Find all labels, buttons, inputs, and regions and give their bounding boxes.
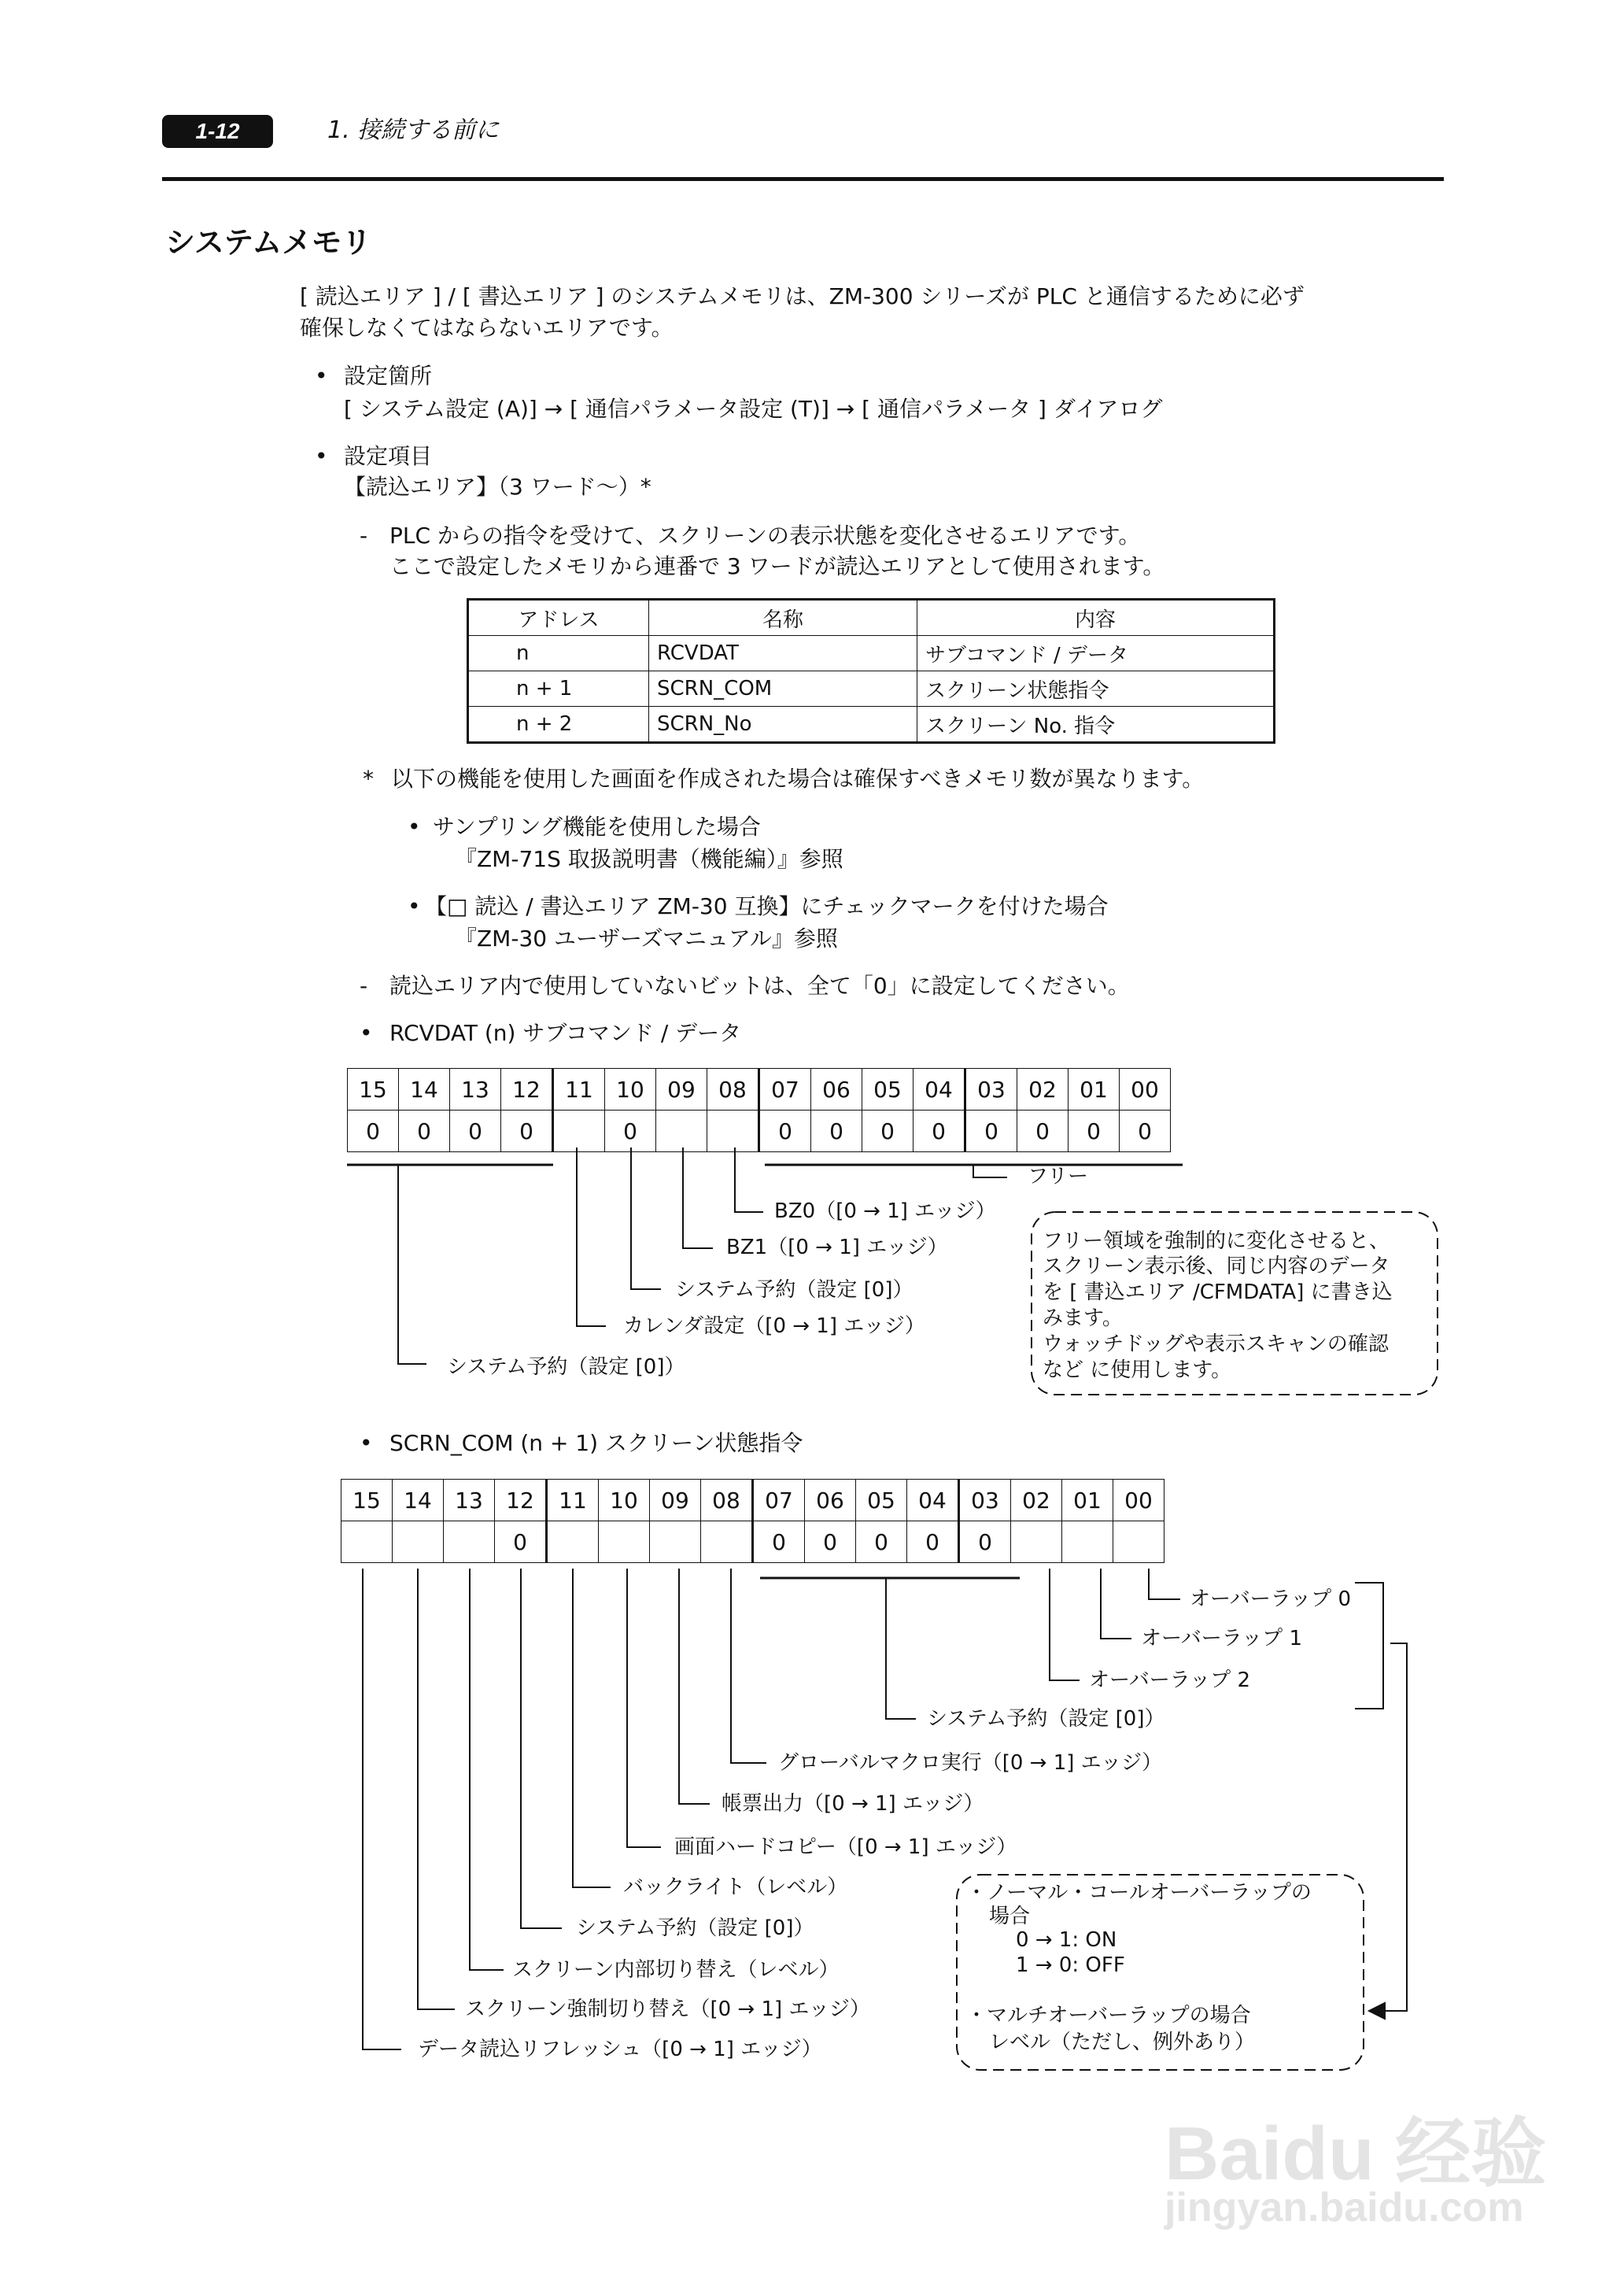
intro-line-1: [ 読込エリア ] / [ 書込エリア ] のシステムメモリは、ZM-300 シリーズが PLC と通信するために必ず [300,283,1305,309]
label-refresh: データ読込リフレッシュ（[0 → 1] エッジ） [418,2038,822,2061]
bit-value-cell: 0 [495,1521,547,1563]
bit-number-cell: 14 [399,1069,450,1111]
rcvdat-leaders [347,1148,1438,1395]
footnote-item-1-title: サンプリング機能を使用した場合 [433,814,761,840]
bit-value-cell: 0 [759,1111,811,1152]
bit-number-cell: 08 [707,1069,759,1111]
bit-value-cell: 0 [1017,1111,1069,1152]
arrow-left-icon [1369,2003,1385,2019]
bit-number-cell: 10 [599,1480,650,1521]
bullet-icon: • [315,443,328,469]
note-line: フリー領域を強制的に変化させると、 [1043,1229,1390,1253]
bit-value-cell: 0 [862,1111,914,1152]
label-report: 帳票出力（[0 → 1] エッジ） [722,1792,984,1816]
bit-number-cell: 14 [393,1480,444,1521]
bit-number-cell: 03 [959,1480,1011,1521]
note-line: など に使用します。 [1043,1358,1232,1382]
intro-line-2: 確保しなくてはならないエリアです。 [300,315,674,341]
chapter-title: 1. 接続する前に [327,116,500,144]
note-line: レベル（ただし、例外あり） [989,2031,1256,2054]
label-global-macro: グローバルマクロ実行（[0 → 1] エッジ） [778,1751,1163,1775]
bit-value-cell: 0 [914,1111,965,1152]
label-bz1: BZ1（[0 → 1] エッジ） [726,1236,948,1259]
cell: スクリーン状態指令 [917,671,1275,707]
note-line: 場合 [989,1905,1031,1928]
label-overlap-2: オーバーラップ 2 [1089,1669,1250,1692]
watermark-url: jingyan.baidu.com [1164,2185,1524,2230]
bit-value-cell: 0 [399,1111,450,1152]
note-line: スクリーン表示後、同じ内容のデータ [1043,1255,1390,1278]
label-reserved-10: システム予約（設定 [0]） [675,1278,914,1302]
bit-number-cell: 15 [348,1069,399,1111]
read-area-title: 【読込エリア】（3 ワード～）* [344,474,651,500]
label-free: フリー [1028,1165,1088,1188]
label-reserved-12: システム予約（設定 [0]） [576,1916,814,1940]
bit-value-cell: 0 [907,1521,959,1563]
bit-number-cell: 13 [450,1069,501,1111]
bit-number-cell: 11 [553,1069,605,1111]
scrn-com-title: SCRN_COM (n + 1) スクリーン状態指令 [389,1430,803,1456]
bit-value-cell: 0 [965,1111,1017,1152]
dash-icon: - [360,973,368,999]
bit-number-cell: 03 [965,1069,1017,1111]
bullet-icon: • [360,1020,373,1046]
label-calendar: カレンダ設定（[0 → 1] エッジ） [623,1314,925,1338]
bit-number-cell: 05 [862,1069,914,1111]
bit-value-cell: 0 [348,1111,399,1152]
cell: n [468,636,649,671]
label-forced-switch: スクリーン強制切り替え（[0 → 1] エッジ） [465,1998,870,2021]
bit-number-cell: 05 [856,1480,907,1521]
section-title: システムメモリ [165,225,372,260]
bit-number-cell: 07 [753,1480,805,1521]
scrn-com-leaders [363,1569,1407,2070]
cell: RCVDAT [649,636,917,671]
cell: SCRN_COM [649,671,917,707]
bit-value-cell: 0 [811,1111,862,1152]
bit-value-cell: 0 [1069,1111,1120,1152]
asterisk-icon: * [363,766,374,792]
note-line: 1 → 0: OFF [1016,1953,1125,1977]
note-line: ・ノーマル・コールオーバーラップの [966,1881,1312,1905]
bit-number-cell: 00 [1113,1480,1164,1521]
footnote-item-2-title: 【□ 読込 / 書込エリア ZM-30 互換】にチェックマークを付けた場合 [425,893,1109,919]
bit-number-cell: 08 [701,1480,753,1521]
footnote-text: 以下の機能を使用した画面を作成された場合は確保すべきメモリ数が異なります。 [391,766,1205,792]
cell: SCRN_No [649,707,917,743]
note-line: 0 → 1: ON [1016,1928,1117,1952]
cell: n + 1 [468,671,649,707]
unused-bits-note: 読込エリア内で使用していないビットは、全て「0」に設定してください。 [389,973,1130,999]
bullet-icon: • [315,363,328,389]
dash-icon: - [360,523,368,549]
label-bz0: BZ0（[0 → 1] エッジ） [774,1199,996,1223]
read-area-desc-1: PLC からの指令を受けて、スクリーンの表示状態を変化させるエリアです。 [389,523,1141,549]
bullet-icon: • [408,814,421,840]
label-reserved-15-12: システム予約（設定 [0]） [447,1355,685,1379]
bit-number-cell: 13 [444,1480,495,1521]
footnote-item-1-ref: 『ZM-71S 取扱説明書（機能編）』参照 [455,846,843,872]
bullet-icon: • [408,893,421,919]
watermark-logo: Baidu 经验 [1164,2112,1547,2196]
cell: サブコマンド / データ [917,636,1275,671]
col-header: アドレス [468,600,649,636]
col-header: 内容 [917,600,1275,636]
bit-number-cell: 11 [547,1480,599,1521]
bit-value-cell: 0 [856,1521,907,1563]
bit-number-cell: 04 [914,1069,965,1111]
bit-number-cell: 10 [605,1069,656,1111]
bullet-icon: • [360,1430,373,1456]
bit-value-cell: 0 [450,1111,501,1152]
bit-value-cell: 0 [1120,1111,1171,1152]
label-overlap-1: オーバーラップ 1 [1141,1627,1302,1650]
setting-location-label: 設定箇所 [344,363,433,389]
bit-number-cell: 01 [1062,1480,1113,1521]
bit-number-cell: 00 [1120,1069,1171,1111]
bit-value-cell: 0 [501,1111,553,1152]
scrn-com-note-box [957,1875,1364,2070]
rcvdat-note-box [1032,1212,1438,1395]
bit-number-cell: 12 [501,1069,553,1111]
setting-location-path: [ システム設定 (A)] → [ 通信パラメータ設定 (T)] → [ 通信パラメータ ] ダイアログ [344,396,1163,422]
bit-number-cell: 09 [650,1480,701,1521]
bit-number-cell: 06 [811,1069,862,1111]
bit-number-cell: 06 [805,1480,856,1521]
bit-value-cell: 0 [753,1521,805,1563]
note-line: みます。 [1043,1306,1123,1330]
label-hardcopy: 画面ハードコピー（[0 → 1] エッジ） [674,1835,1017,1859]
label-internal-switch: スクリーン内部切り替え（レベル） [512,1958,840,1982]
page-number-badge: 1-12 [162,115,273,148]
col-header: 名称 [649,600,917,636]
bit-number-cell: 15 [341,1480,393,1521]
cell: スクリーン No. 指令 [917,707,1275,743]
label-backlight: バックライト（レベル） [623,1876,848,1899]
note-line: ・マルチオーバーラップの場合 [966,2004,1251,2027]
bit-number-cell: 12 [495,1480,547,1521]
bit-number-cell: 02 [1011,1480,1062,1521]
bit-number-cell: 09 [656,1069,707,1111]
bit-number-cell: 07 [759,1069,811,1111]
bit-value-cell: 0 [959,1521,1011,1563]
label-overlap-0: オーバーラップ 0 [1190,1587,1351,1611]
rcvdat-title: RCVDAT (n) サブコマンド / データ [389,1020,742,1046]
bit-value-cell: 0 [805,1521,856,1563]
setting-items-label: 設定項目 [344,443,433,469]
note-line: ウォッチドッグや表示スキャンの確認 [1043,1332,1389,1356]
footnote-item-2-ref: 『ZM-30 ユーザーズマニュアル』参照 [455,926,838,952]
bit-number-cell: 01 [1069,1069,1120,1111]
bit-value-cell: 0 [605,1111,656,1152]
read-area-desc-2: ここで設定したメモリから連番で 3 ワードが読込エリアとして使用されます。 [389,553,1165,579]
bit-number-cell: 04 [907,1480,959,1521]
label-reserved-07-03: システム予約（設定 [0]） [927,1707,1165,1731]
note-line: を [ 書込エリア /CFMDATA] に書き込 [1043,1281,1393,1304]
cell: n + 2 [468,707,649,743]
bit-number-cell: 02 [1017,1069,1069,1111]
